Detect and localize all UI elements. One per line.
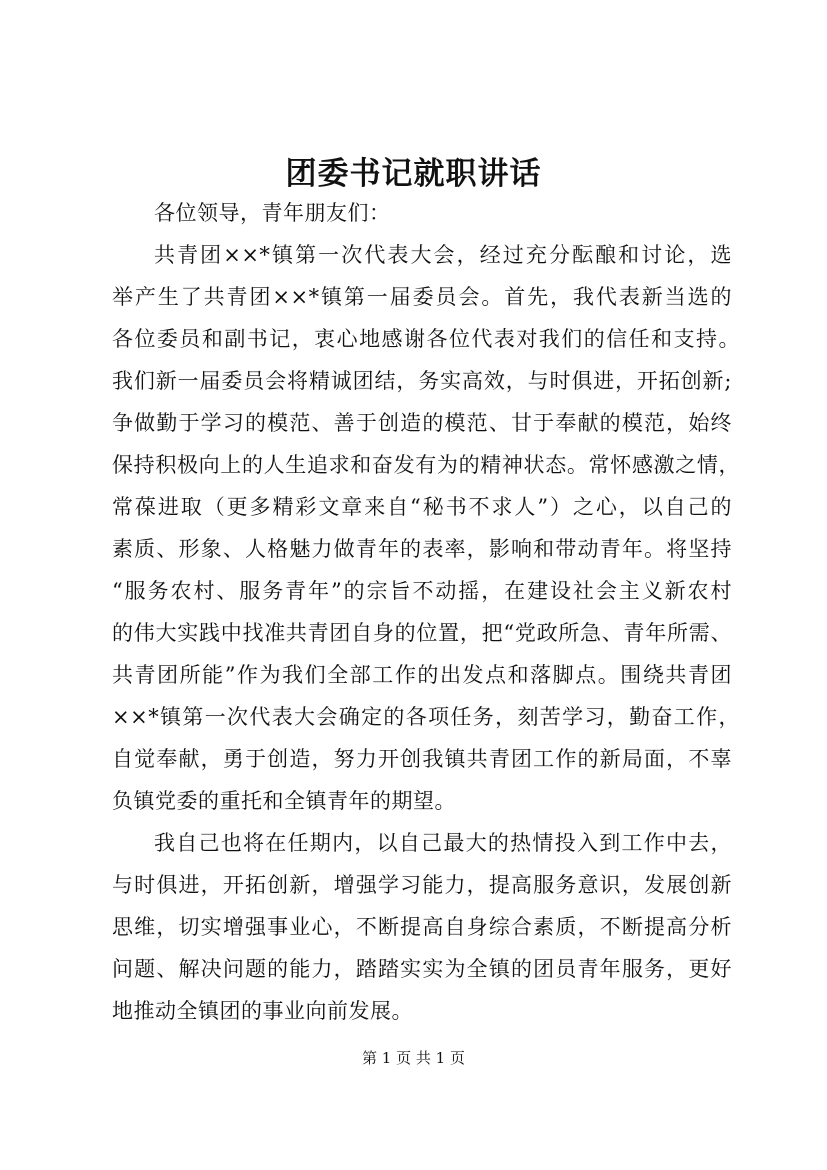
paragraph-line: 保持积极向上的人生追求和奋发有为的精神状态。常怀感激之情， [112,453,740,477]
paragraph-line: “服务农村、服务青年”的宗旨不动摇，在建设社会主义新农村 [112,579,732,603]
paragraph-line: 与时俱进，开拓创新，增强学习能力，提高服务意识，发展创新 [112,873,732,897]
paragraph-line: 我们新一届委员会将精诚团结，务实高效，与时俱进，开拓创新; [112,369,732,393]
document-title: 团委书记就职讲话 [285,156,542,192]
paragraph-line: 素质、形象、人格魅力做青年的表率，影响和带动青年。将坚持 [112,537,732,561]
paragraph-line: 举产生了共青团××*镇第一届委员会。首先，我代表新当选的 [112,285,732,309]
page-footer: 第 1 页 共 1 页 [362,1049,465,1067]
paragraph-line: 自觉奉献，勇于创造，努力开创我镇共青团工作的新局面，不辜 [112,747,732,771]
paragraph-line: 的伟大实践中找准共青团自身的位置，把“党政所急、青年所需、 [112,621,732,645]
paragraph-line: 思维，切实增强事业心，不断提高自身综合素质，不断提高分析 [112,915,732,939]
paragraph-line: 各位委员和副书记，衷心地感谢各位代表对我们的信任和支持。 [112,327,740,351]
paragraph-line: 我自己也将在任期内，以自己最大的热情投入到工作中去， [154,831,732,855]
paragraph-line: 地推动全镇团的事业向前发展。 [112,999,413,1023]
paragraph-line: 负镇党委的重托和全镇青年的期望。 [112,789,456,813]
paragraph-line: 争做勤于学习的模范、善于创造的模范、甘于奉献的模范，始终 [112,411,732,435]
greeting-line: 各位领导，青年朋友们： [154,201,391,225]
paragraph-line: 常葆进取（更多精彩文章来自“秘书不求人”）之心，以自己的 [112,495,732,519]
paragraph-line: 共青团××*镇第一次代表大会，经过充分酝酿和讨论，选 [154,243,732,267]
paragraph-line: 问题、解决问题的能力，踏踏实实为全镇的团员青年服务，更好 [112,957,732,981]
paragraph-line: 共青团所能”作为我们全部工作的出发点和落脚点。围绕共青团 [112,663,732,687]
paragraph-line: ××*镇第一次代表大会确定的各项任务，刻苦学习，勤奋工作， [112,705,740,729]
